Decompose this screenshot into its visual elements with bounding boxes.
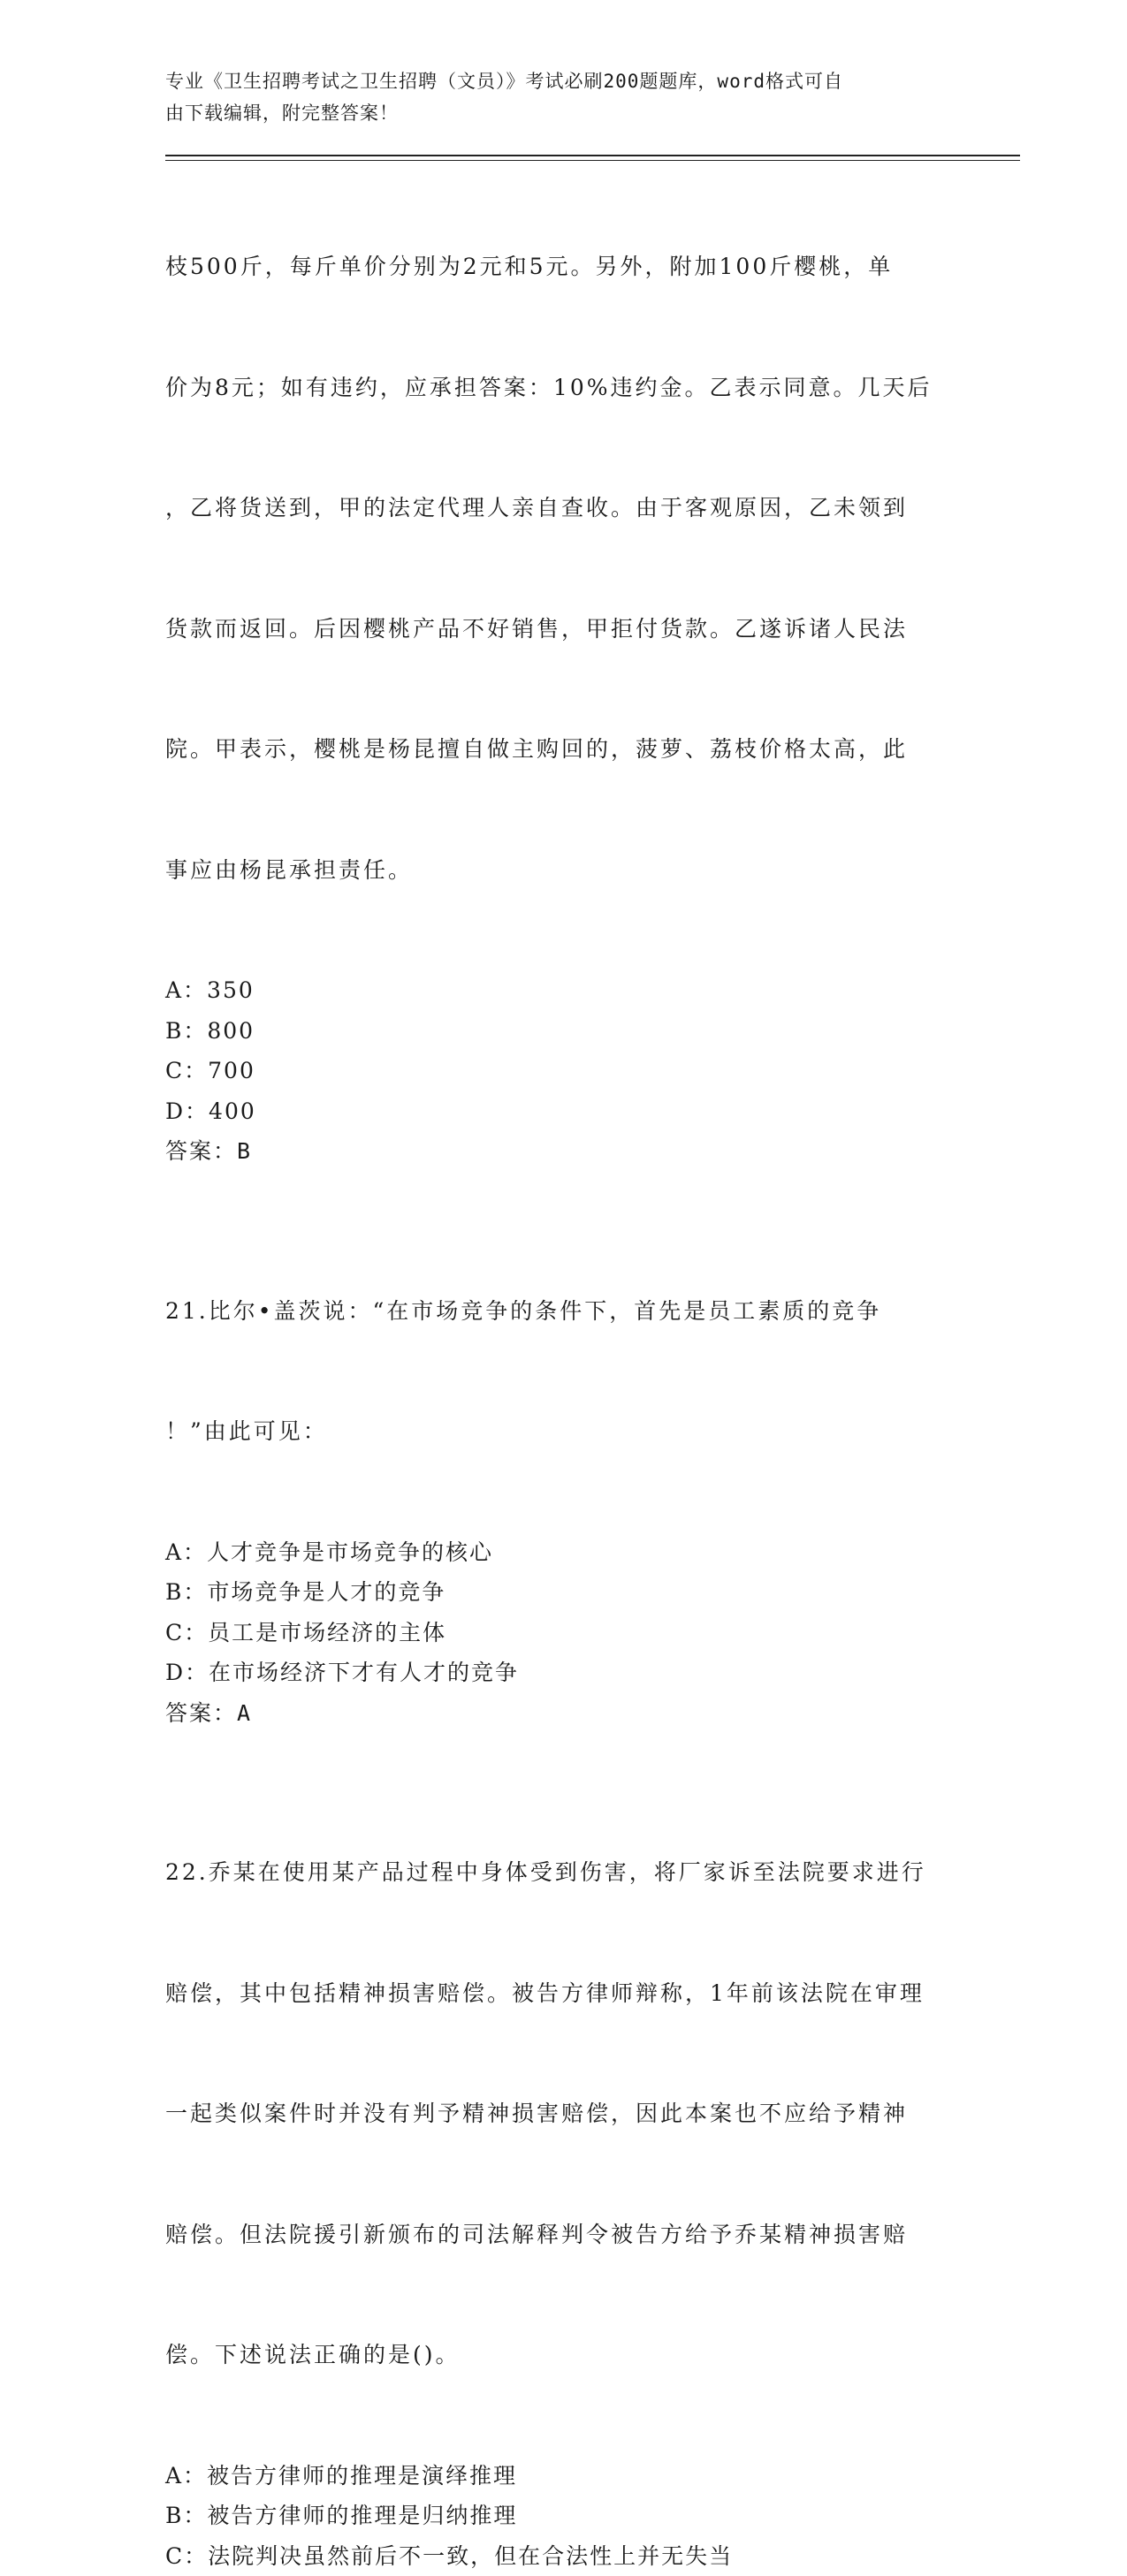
option-b: B：800: [165, 1011, 961, 1052]
header-rule-thin: [165, 160, 1020, 161]
text-line: 事应由杨昆承担责任。: [165, 850, 961, 891]
text-line: ！”由此可见：: [165, 1411, 961, 1452]
header-line-2: 由下载编辑，附完整答案！: [165, 97, 961, 129]
option-c: C：法院判决虽然前后不一致，但在合法性上并无失当: [165, 2536, 961, 2576]
question-22-text: [165, 1772, 961, 2456]
text-line: 21.比尔•盖茨说：“在市场竞争的条件下，首先是员工素质的竞争: [165, 1291, 961, 1332]
text-line: 枝500斤，每斤单价分别为2元和5元。另外，附加100斤樱桃，单: [165, 247, 961, 287]
question-22: [165, 1772, 961, 2576]
option-b: B：市场竞争是人才的竞争: [165, 1572, 961, 1613]
text-line: 赔偿，其中包括精神损害赔偿。被告方律师辩称，1年前该法院在审理: [165, 1973, 961, 2014]
text-line: 院。甲表示，樱桃是杨昆擅自做主购回的，菠萝、荔枝价格太高，此: [165, 729, 961, 770]
text-line: 货款而返回。后因樱桃产品不好销售，甲拒付货款。乙遂诉诸人民法: [165, 609, 961, 650]
question-spacer: [165, 1172, 961, 1211]
option-c: C：员工是市场经济的主体: [165, 1613, 961, 1653]
option-d: D：400: [165, 1091, 961, 1132]
text-line: 一起类似案件时并没有判予精神损害赔偿，因此本案也不应给予精神: [165, 2093, 961, 2134]
question-21-text: [165, 1211, 961, 1532]
option-c: C：700: [165, 1051, 961, 1091]
option-d: D：在市场经济下才有人才的竞争: [165, 1653, 961, 1693]
text-line: 赔偿。但法院援引新颁布的司法解释判令被告方给予乔某精神损害赔: [165, 2215, 961, 2255]
text-line: ，乙将货送到，甲的法定代理人亲自查收。由于客观原因，乙未领到: [165, 488, 961, 528]
header-rule-thick: [165, 155, 1020, 156]
question-20-text: [165, 166, 961, 970]
option-a: A：被告方律师的推理是演绎推理: [165, 2456, 961, 2496]
document-body: [165, 166, 961, 2576]
text-line: 22.乔某在使用某产品过程中身体受到伤害，将厂家诉至法院要求进行: [165, 1852, 961, 1893]
question-20: [165, 166, 961, 1172]
answer-line: 答案：B: [165, 1131, 961, 1172]
question-spacer: [165, 1733, 961, 1772]
answer-line: 答案：A: [165, 1693, 961, 1734]
option-a: A：350: [165, 970, 961, 1011]
option-b: B：被告方律师的推理是归纳推理: [165, 2496, 961, 2536]
page-header: [165, 65, 961, 129]
text-line: 价为8元；如有违约，应承担答案：10%违约金。乙表示同意。几天后: [165, 368, 961, 408]
header-line-1: 专业《卫生招聘考试之卫生招聘（文员）》考试必刷200题题库，word格式可自: [165, 65, 961, 97]
text-line: 偿。下述说法正确的是()。: [165, 2335, 961, 2375]
question-21: [165, 1211, 961, 1734]
option-a: A：人才竞争是市场竞争的核心: [165, 1532, 961, 1573]
